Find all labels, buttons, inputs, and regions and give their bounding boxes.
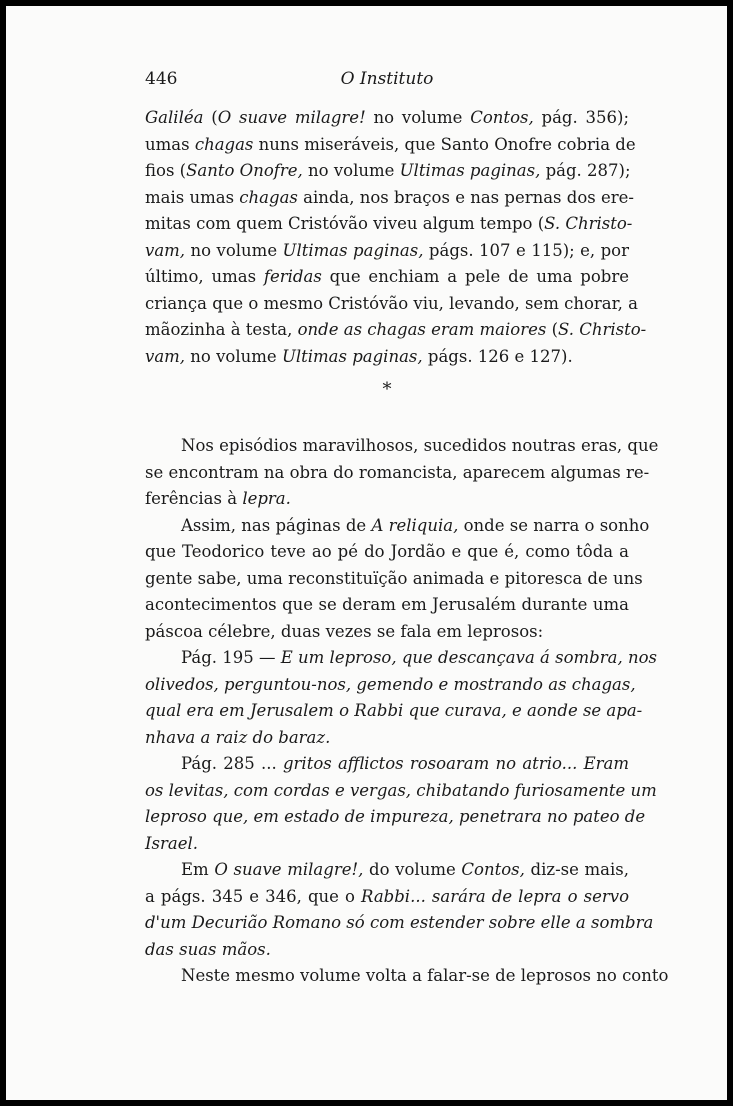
text-run: diz-se mais, <box>524 860 630 879</box>
text-line <box>145 185 634 212</box>
italic-text: onde as chagas eram maiores <box>297 320 547 339</box>
italic-text: nhava a raiz do baraz. <box>145 727 331 747</box>
italic-text: E um leproso, que descançava á sombra, nos <box>280 648 657 667</box>
italic-text: Israel. <box>145 833 198 853</box>
italic-text: vam, <box>145 346 186 366</box>
text-run: Em <box>181 860 215 879</box>
text-run: ainda, nos braços e nas pernas dos ere- <box>297 187 634 207</box>
italic-text: Ultimas paginas, <box>399 161 541 180</box>
italic-text: S. Christo- <box>558 320 647 339</box>
text-line <box>145 725 629 752</box>
paragraph <box>145 513 650 646</box>
paragraph <box>145 963 669 990</box>
italic-text: leproso que, em estado de impureza, penetrara no pateo de <box>145 807 646 826</box>
text-line <box>145 778 657 805</box>
text-line <box>145 672 636 699</box>
italic-text: os levitas, com cordas e vergas, chibatando furiosamente um <box>145 780 657 800</box>
text-line <box>145 884 629 911</box>
text-line <box>145 804 646 831</box>
text-run: ( <box>546 320 559 339</box>
text-run: Neste mesmo volume volta a falar-se de leprosos no conto <box>181 966 669 985</box>
paragraph <box>145 857 654 963</box>
text-run: no volume <box>302 161 400 180</box>
text-run: Assim, nas páginas de <box>181 515 372 535</box>
italic-text: feridas <box>263 267 322 286</box>
text-line <box>145 344 629 371</box>
text-run: nuns miseráveis, que Santo Onofre cobria de <box>253 134 636 154</box>
italic-text: O suave milagre!, <box>214 860 364 879</box>
paragraph <box>145 433 659 513</box>
text-run: mais umas <box>145 187 240 207</box>
text-run: mitas com quem Cristóvão viveu algum tempo ( <box>145 214 545 233</box>
text-run: se encontram na obra do romancista, aparecem algumas re- <box>145 462 650 482</box>
italic-text: Contos, <box>461 860 525 879</box>
text-run: acontecimentos que se deram em Jerusalém durante uma <box>145 595 629 614</box>
italic-text: O suave milagre! <box>217 108 366 127</box>
text-run: páscoa célebre, duas vezes se fala em leprosos: <box>145 621 544 641</box>
italic-text: chagas <box>239 187 298 207</box>
italic-text: Ultimas paginas, <box>282 240 424 260</box>
italic-text: gritos afflictos rosoaram no atrio... Eram <box>282 754 630 773</box>
text-run: mãozinha à testa, <box>145 320 298 339</box>
page-body <box>145 105 669 990</box>
italic-text: chagas <box>194 134 254 154</box>
text-run: ( <box>203 108 218 127</box>
text-run: onde se narra o sonho <box>458 515 650 535</box>
text-line <box>145 751 629 778</box>
text-line <box>145 698 643 725</box>
text-run: umas <box>145 134 195 154</box>
text-line <box>145 831 629 858</box>
paragraph <box>145 645 657 751</box>
text-line <box>145 433 659 460</box>
page-header <box>145 69 629 95</box>
italic-text: Santo Onofre, <box>186 161 303 180</box>
text-line <box>145 105 629 132</box>
text-run: pág. 356); <box>533 108 630 127</box>
text-run: Pág. 285 ... <box>181 754 283 773</box>
text-run: pág. 287); <box>540 161 631 180</box>
text-line <box>145 963 669 990</box>
page-number: 446 <box>145 69 178 89</box>
text-line <box>145 291 639 318</box>
italic-text: vam, <box>145 240 186 260</box>
italic-text: Galiléa <box>145 108 204 127</box>
text-run: no volume <box>365 108 471 127</box>
italic-text: lepra. <box>242 489 291 508</box>
paragraph <box>145 105 647 370</box>
text-run: gente sabe, uma reconstituïção animada e pitoresca de uns <box>145 568 643 588</box>
text-line <box>145 645 657 672</box>
text-line <box>145 211 633 238</box>
text-line <box>145 486 629 513</box>
italic-text: Rabbi... sarára de lepra o servo <box>361 886 630 906</box>
text-run: que Teodorico teve ao pé do Jordão e que é, como tôda a <box>145 542 629 561</box>
text-run: no volume <box>185 346 282 366</box>
text-line <box>145 937 629 964</box>
text-line <box>145 264 629 291</box>
section-gap <box>145 404 629 433</box>
text-line <box>145 460 650 487</box>
text-run: no volume <box>185 240 283 260</box>
text-run: do volume <box>363 860 462 879</box>
italic-text: das suas mãos. <box>145 939 271 959</box>
text-run: págs. 107 e 115); e, por <box>423 240 629 260</box>
text-line <box>145 317 647 344</box>
text-line <box>145 857 629 884</box>
italic-text: A reliquia, <box>371 515 459 535</box>
text-line <box>145 132 636 159</box>
italic-text: olivedos, perguntou-nos, gemendo e mostrando as chagas, <box>145 674 636 694</box>
italic-text: S. Christo- <box>544 214 633 233</box>
text-run: que enchiam a pele de uma pobre <box>321 267 629 286</box>
text-run: a págs. 345 e 346, que o <box>145 886 362 906</box>
text-line <box>145 910 654 937</box>
book-page <box>6 6 727 1100</box>
text-run: último, umas <box>145 267 264 286</box>
text-run: págs. 126 e 127). <box>422 346 573 366</box>
text-line <box>145 539 629 566</box>
italic-text: d'um Decurião Romano só com estender sobre elle a sombra <box>145 913 654 932</box>
text-line <box>145 158 629 185</box>
section-ornament: * <box>382 379 392 400</box>
running-title: O Instituto <box>340 69 434 89</box>
text-run: Pág. 195 — <box>181 648 281 667</box>
text-line <box>145 238 629 265</box>
text-line <box>145 592 629 619</box>
italic-text: Contos, <box>470 108 534 127</box>
text-run: criança que o mesmo Cristóvão viu, levando, sem chorar, a <box>145 293 639 313</box>
text-run: ferências à <box>145 489 243 508</box>
text-line <box>145 513 650 540</box>
italic-text: Ultimas paginas, <box>281 346 423 366</box>
italic-text: qual era em Jerusalem o Rabbi que curava, e aonde se apa- <box>145 701 643 720</box>
paragraph <box>145 751 657 857</box>
text-run: fios ( <box>145 161 187 180</box>
text-line <box>145 619 629 646</box>
text-line <box>145 566 643 593</box>
text-run: Nos episódios maravilhosos, sucedidos noutras eras, que <box>181 436 659 455</box>
